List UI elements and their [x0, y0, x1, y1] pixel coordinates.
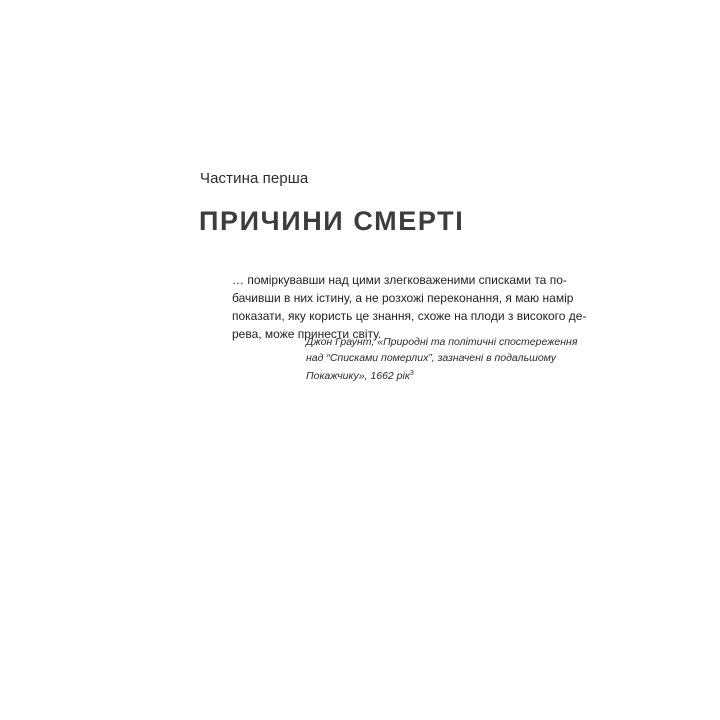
- attribution-line: над “Списками померлих”, зазначені в подальшому: [306, 352, 556, 364]
- epigraph-attribution: [306, 334, 578, 384]
- epigraph-line: показати, яку користь це знання, схоже на плоди з високого де-: [232, 309, 587, 323]
- attribution-line: Покажчику», 1662 рік: [306, 370, 410, 382]
- epigraph-text: [232, 271, 587, 343]
- epigraph-line: бачивши в них істину, а не розхожі переконання, я маю намір: [232, 291, 574, 305]
- chapter-title: ПРИЧИНИ СМЕРТІ: [199, 206, 465, 236]
- epigraph-line: рева, може принести світу.: [232, 327, 382, 341]
- footnote-marker[interactable]: 3: [409, 370, 414, 377]
- attribution-line: Джон Граунт, «Природні та політичні спостереження: [306, 336, 578, 348]
- epigraph: [232, 271, 587, 343]
- part-label: Частина перша: [200, 170, 309, 187]
- attribution-line-last: [306, 366, 546, 384]
- epigraph-line: … поміркувавши над цими злегковаженими списками та по-: [232, 273, 567, 287]
